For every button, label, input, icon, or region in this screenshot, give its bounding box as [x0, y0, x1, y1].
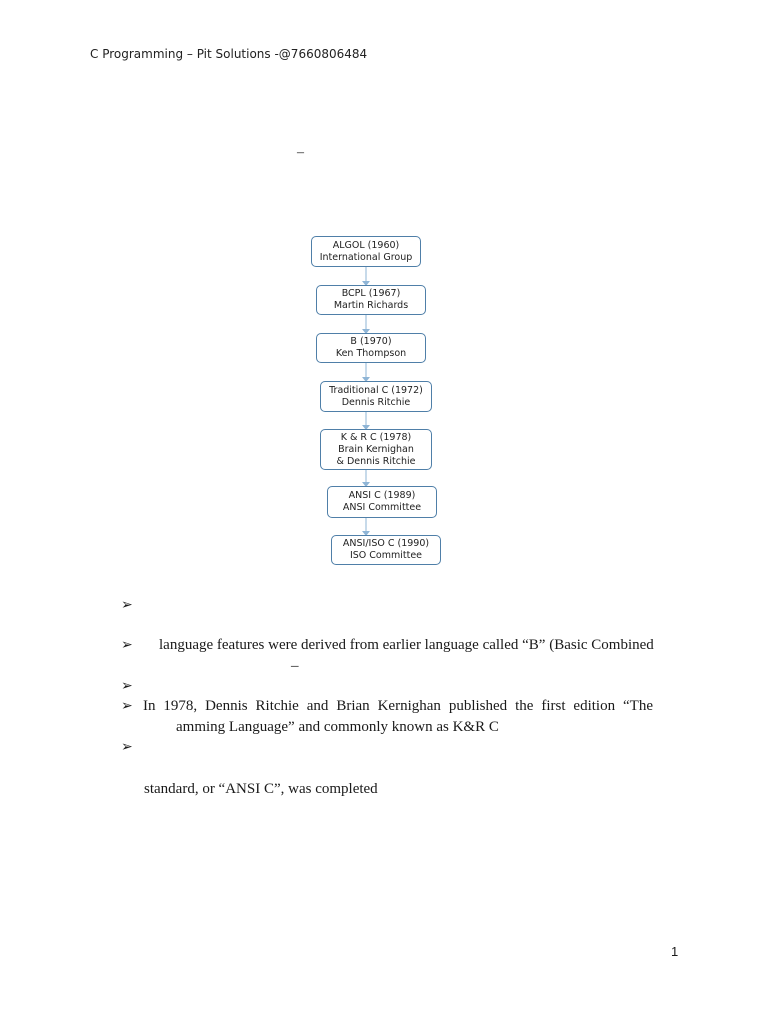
bullet-2-text: language features were derived from earlier language called “B” (Basic Combined [159, 637, 654, 653]
bullet-4-line-1: In 1978, Dennis Ritchie and Brian Kernighan published the first edition “The [143, 698, 653, 714]
bullet-4-line-2: amming Language” and commonly known as K&R C [176, 719, 499, 735]
node-algol-author: International Group [319, 251, 413, 263]
node-traditional-c-author: Dennis Ritchie [341, 396, 411, 408]
node-ansi-iso-c-author: ISO Committee [349, 550, 423, 561]
c-history-flowchart [300, 228, 460, 578]
node-bcpl [316, 285, 426, 315]
node-ansi-iso-c [331, 535, 441, 565]
page-header: C Programming – Pit Solutions -@7660806484 [90, 47, 368, 61]
node-bcpl-author: Martin Richards [333, 300, 409, 311]
node-bcpl-title: BCPL (1967) [341, 288, 401, 299]
node-b-title: B (1970) [350, 336, 392, 347]
node-kr-c-title: K & R C (1978) [340, 431, 412, 443]
bullet-1-marker: ➢ [121, 597, 133, 613]
bullet-2-dash: – [291, 658, 299, 674]
bullet-3-marker: ➢ [121, 678, 133, 694]
node-traditional-c-title: Traditional C (1972) [329, 384, 423, 396]
node-kr-c-author-2: & Dennis Ritchie [336, 455, 416, 467]
title-dash: – [297, 145, 304, 160]
bullet-4-marker: ➢ [121, 698, 133, 714]
bullet-2-marker: ➢ [121, 637, 133, 653]
node-ansi-c-author: ANSI Committee [342, 502, 422, 513]
page-number: 1 [671, 944, 679, 959]
bullet-5-marker: ➢ [121, 739, 133, 755]
bullet-5-line-2: standard, or “ANSI C”, was completed [144, 781, 378, 797]
node-algol [311, 236, 421, 267]
node-b [316, 333, 426, 363]
node-b-author: Ken Thompson [335, 348, 407, 359]
node-algol-title: ALGOL (1960) [332, 239, 400, 251]
node-traditional-c [320, 381, 432, 412]
node-ansi-iso-c-title: ANSI/ISO C (1990) [342, 538, 430, 549]
node-kr-c-author-1: Brain Kernighan [338, 443, 414, 455]
node-ansi-c [327, 486, 437, 518]
node-kr-c [320, 429, 432, 470]
node-ansi-c-title: ANSI C (1989) [348, 490, 416, 501]
